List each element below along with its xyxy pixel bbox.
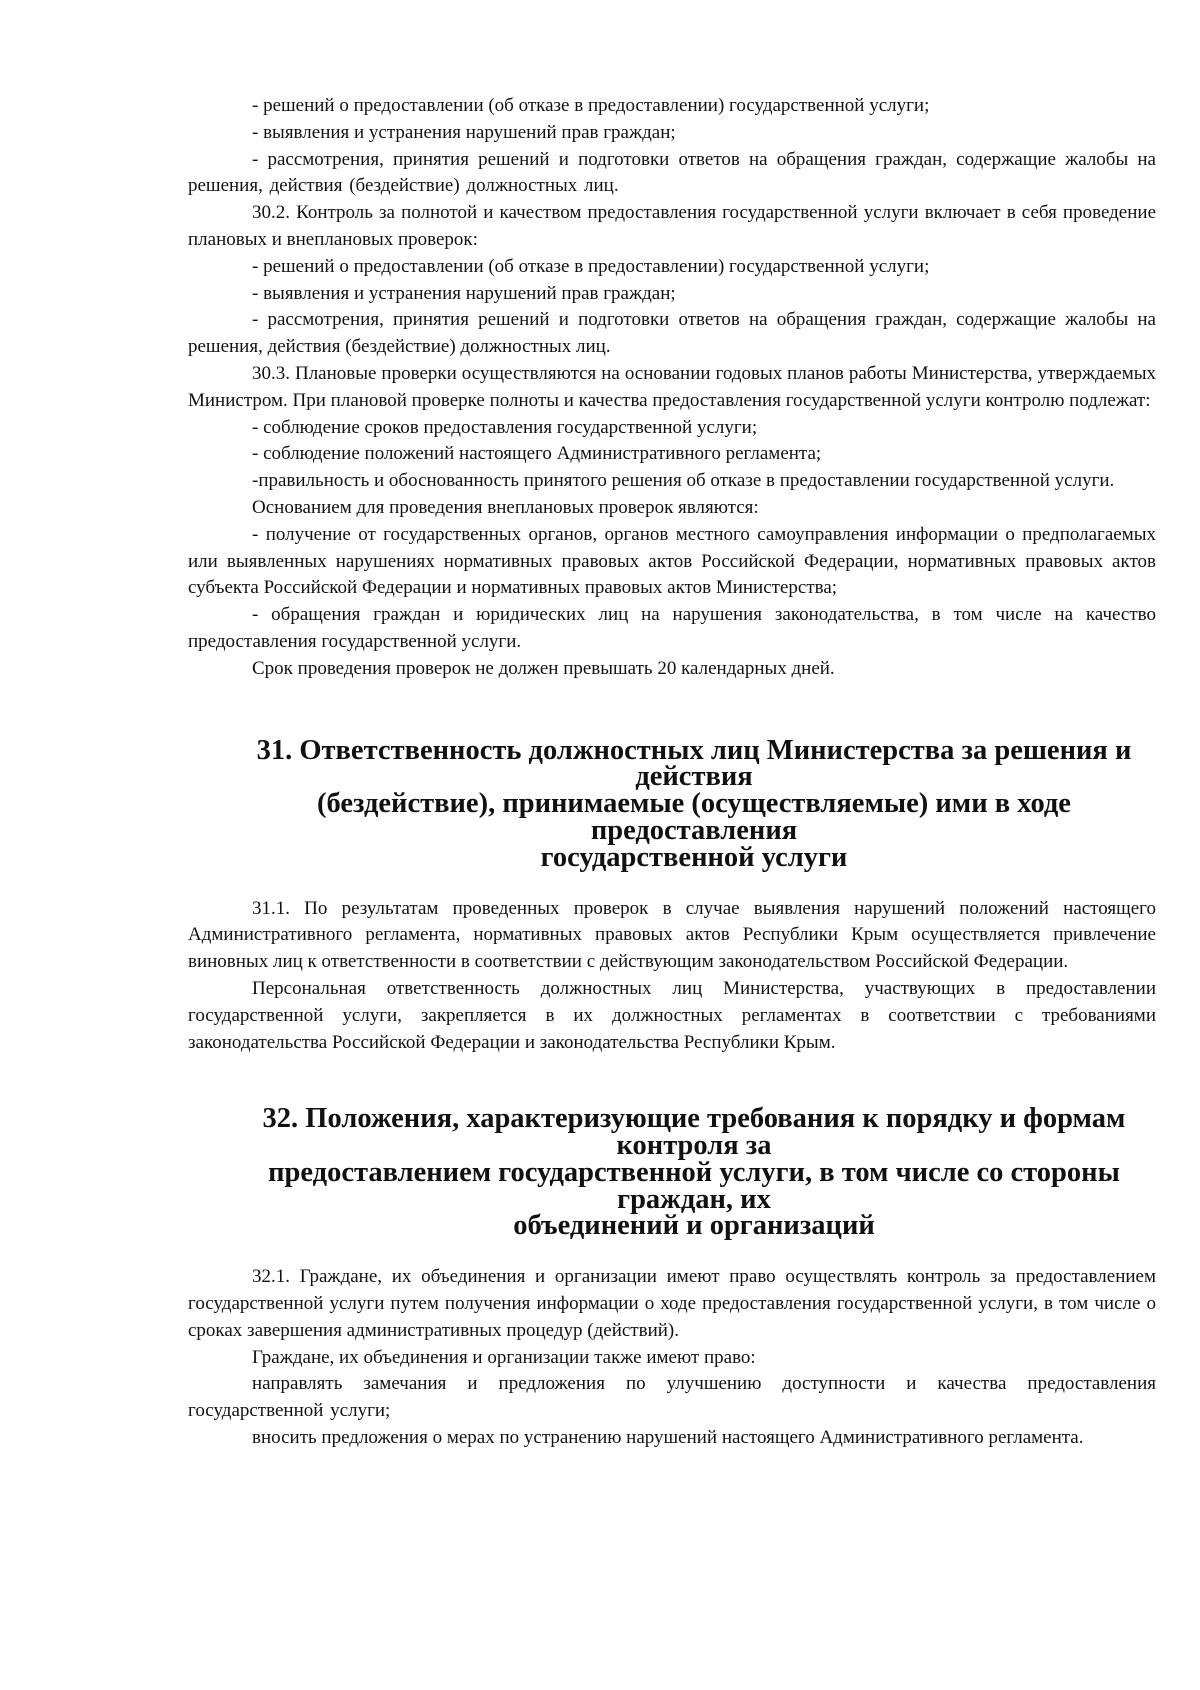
paragraph-30-2-item-complaints: - рассмотрения, принятия решений и подготовки ответов на обращения граждан, содержащие жалобы на решения, действия (бездействие) должностных лиц.: [188, 309, 1156, 358]
section-32-heading-line-3: объединений и организаций: [513, 1210, 875, 1242]
section-32-heading-line-1: 32. Положения, характеризующие требования к порядку и формам контроля за: [262, 1103, 1126, 1162]
paragraph-30-3-item-deadlines: - соблюдение сроков предоставления государственной услуги;: [252, 416, 758, 438]
document-page: [188, 93, 1156, 1452]
paragraph-30-2-item-decisions: - решений о предоставлении (об отказе в предоставлении) государственной услуги;: [252, 255, 930, 277]
paragraph-31-personal-responsibility: Персональная ответственность должностных лиц Министерства, участвующих в предоставлении государственной услуги, закрепляется в их должностных регламентах в соответствии с требованиями законодательства Российской Федерации и законодательства Республики Крым.: [188, 977, 1156, 1053]
paragraph-31-1: 31.1. По результатам проведенных проверок в случае выявления нарушений положений настоящего Административного регламента, нормативных правовых актов Республики Крым осуществляется привлечение виновных лиц к ответственности в соответствии с действующим законодательством Российской Федерации.: [188, 897, 1156, 973]
paragraph-unscheduled-item-appeals: - обращения граждан и юридических лиц на нарушения законодательства, в том числе на качество предоставления государственной услуги.: [188, 604, 1156, 652]
section-31-heading-line-3: государственной услуги: [540, 841, 848, 873]
section-32-heading-line-2: предоставлением государственной услуги, в том числе со стороны граждан, их: [268, 1156, 1120, 1215]
section-31-heading-line-2: (бездействие), принимаемые (осуществляемые) ими в ходе предоставления: [317, 788, 1071, 846]
section-31-heading: [188, 734, 1156, 873]
paragraph-unscheduled-grounds: Основанием для проведения внеплановых проверок являются:: [252, 496, 759, 518]
paragraph-30-2-item-violations: - выявления и устранения нарушений прав граждан;: [252, 282, 676, 304]
paragraph-30-1-item-complaints: - рассмотрения, принятия решений и подготовки ответов на обращения граждан, содержащие жалобы на решения, действия (бездействие) должностных лиц.: [188, 148, 1156, 197]
paragraph-unscheduled-item-information: - получение от государственных органов, органов местного самоуправления информации о предполагаемых или выявленных нарушениях нормативных правовых актов Российской Федерации, нормативных правовых актов субъекта Российской Федерации и нормативных правовых актов Министерства;: [188, 523, 1156, 599]
paragraph-30-2: 30.2. Контроль за полнотой и качеством предоставления государственной услуги включает в себя проведение плановых и внеплановых проверок:: [188, 202, 1156, 250]
section-32-heading: [188, 1103, 1156, 1242]
section-31-heading-line-1: 31. Ответственность должностных лиц Министерства за решения и действия: [256, 734, 1132, 793]
section-spacer: [188, 1056, 1156, 1106]
paragraph-30-3-item-regulation: - соблюдение положений настоящего Административного регламента;: [252, 443, 822, 465]
paragraph-32-1: 32.1. Граждане, их объединения и организации имеют право осуществлять контроль за предоставлением государственной услуги путем получения информации о ходе предоставления государственной услуги, в том числе о сроках завершения административных процедур (действий).: [188, 1266, 1156, 1341]
paragraph-30-3: 30.3. Плановые проверки осуществляются на основании годовых планов работы Министерства, утверждаемых Министром. При плановой проверке полноты и качества предоставления государственной услуги контролю подлежат:: [188, 362, 1156, 411]
paragraph-32-item-proposals: вносить предложения о мерах по устранению нарушений настоящего Административного регламента.: [252, 1427, 1084, 1449]
paragraph-32-rights-intro: Граждане, их объединения и организации также имеют право:: [252, 1346, 756, 1368]
paragraph-30-1-item-violations: - выявления и устранения нарушений прав граждан;: [252, 121, 676, 143]
paragraph-30-3-item-refusal: -правильность и обоснованность принятого решения об отказе в предоставлении государственной услуги.: [252, 470, 1115, 492]
section-spacer: [188, 1240, 1156, 1264]
paragraph-32-item-remarks: направлять замечания и предложения по улучшению доступности и качества предоставления государственной услуги;: [188, 1373, 1156, 1422]
section-spacer: [188, 872, 1156, 896]
section-spacer: [188, 683, 1156, 738]
paragraph-30-1-item-decisions: - решений о предоставлении (об отказе в предоставлении) государственной услуги;: [252, 95, 930, 116]
paragraph-inspection-term: Срок проведения проверок не должен превышать 20 календарных дней.: [252, 657, 835, 679]
